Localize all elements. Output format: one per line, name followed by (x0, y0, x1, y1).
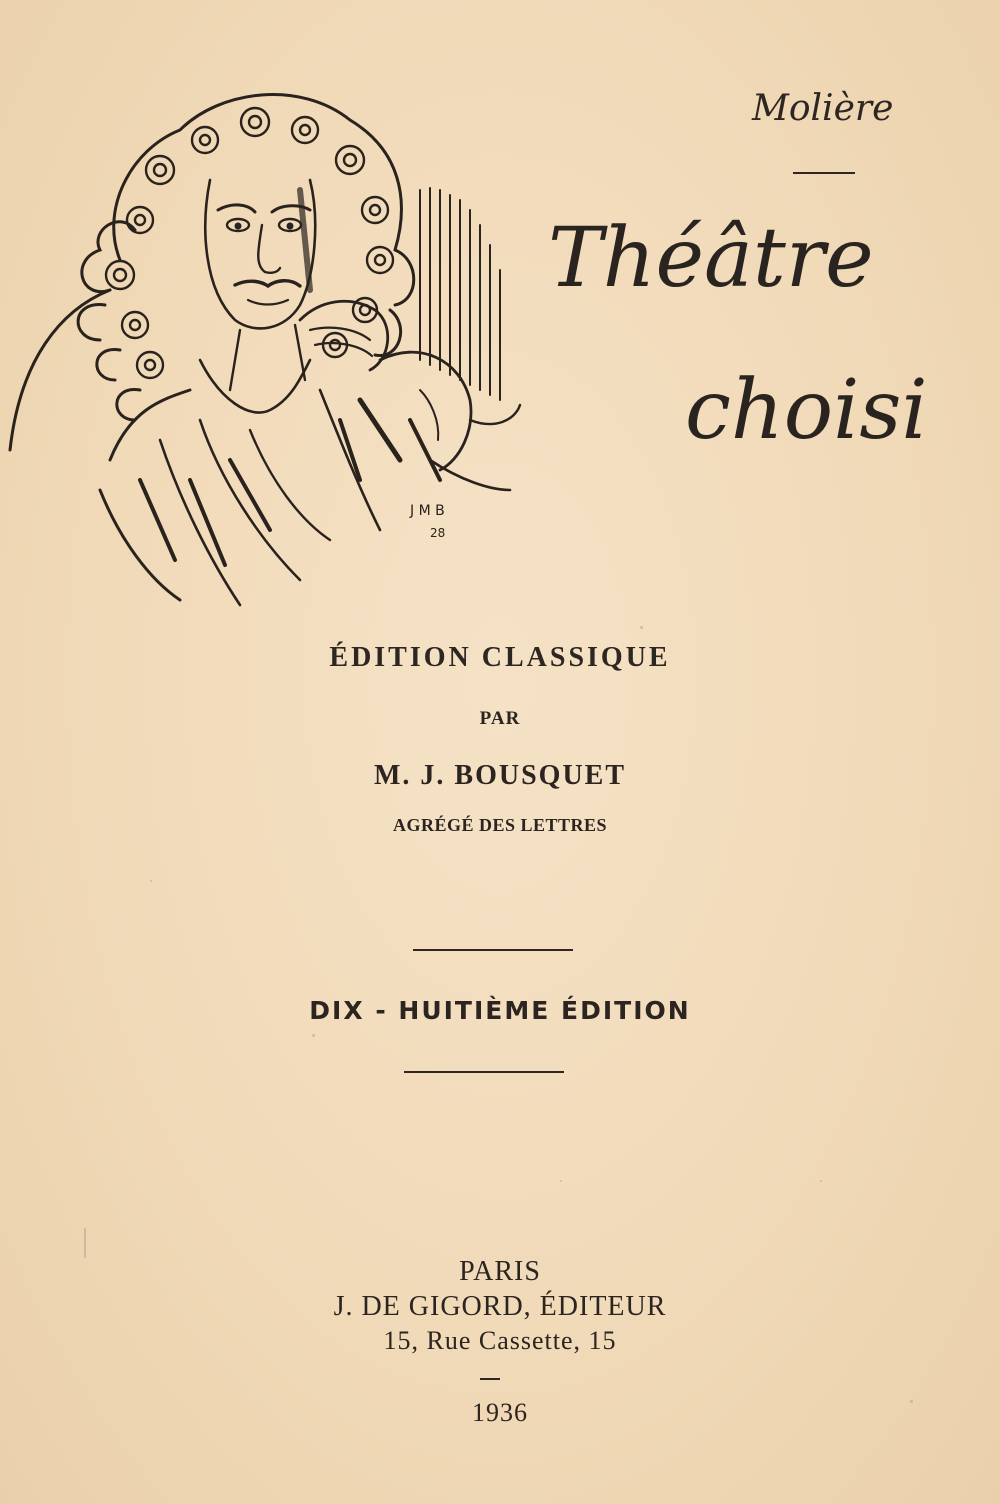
year-divider (480, 1378, 500, 1380)
publisher-city: PARIS (459, 1256, 541, 1287)
paper-speck (640, 626, 643, 629)
paper-speck (84, 1228, 86, 1258)
editor-name: M. J. BOUSQUET (373, 760, 627, 791)
paper-speck (150, 880, 152, 882)
by-label: PAR (479, 708, 521, 729)
divider-top (413, 949, 573, 951)
author-name: Molière (752, 88, 894, 129)
edition-type: ÉDITION CLASSIQUE (329, 642, 671, 673)
book-title-line-2: choisi (685, 363, 928, 458)
portrait-signature: J M B (410, 503, 445, 519)
paper-speck (560, 1180, 562, 1182)
paper-speck (312, 1034, 315, 1037)
portrait-signature-year: 28 (430, 526, 446, 540)
divider-bottom (404, 1071, 564, 1073)
editor-credential: AGRÉGÉ DES LETTRES (392, 815, 608, 835)
book-title-line-1: Théâtre (548, 211, 874, 306)
paper-speck (820, 1180, 822, 1182)
author-divider (793, 172, 855, 174)
edition-number: DIX - HUITIÈME ÉDITION (309, 996, 691, 1025)
publisher-address: 15, Rue Cassette, 15 (383, 1326, 617, 1355)
publisher-name: J. DE GIGORD, ÉDITEUR (333, 1291, 667, 1322)
moliere-portrait-illustration (0, 60, 540, 620)
publication-year: 1936 (472, 1398, 528, 1427)
